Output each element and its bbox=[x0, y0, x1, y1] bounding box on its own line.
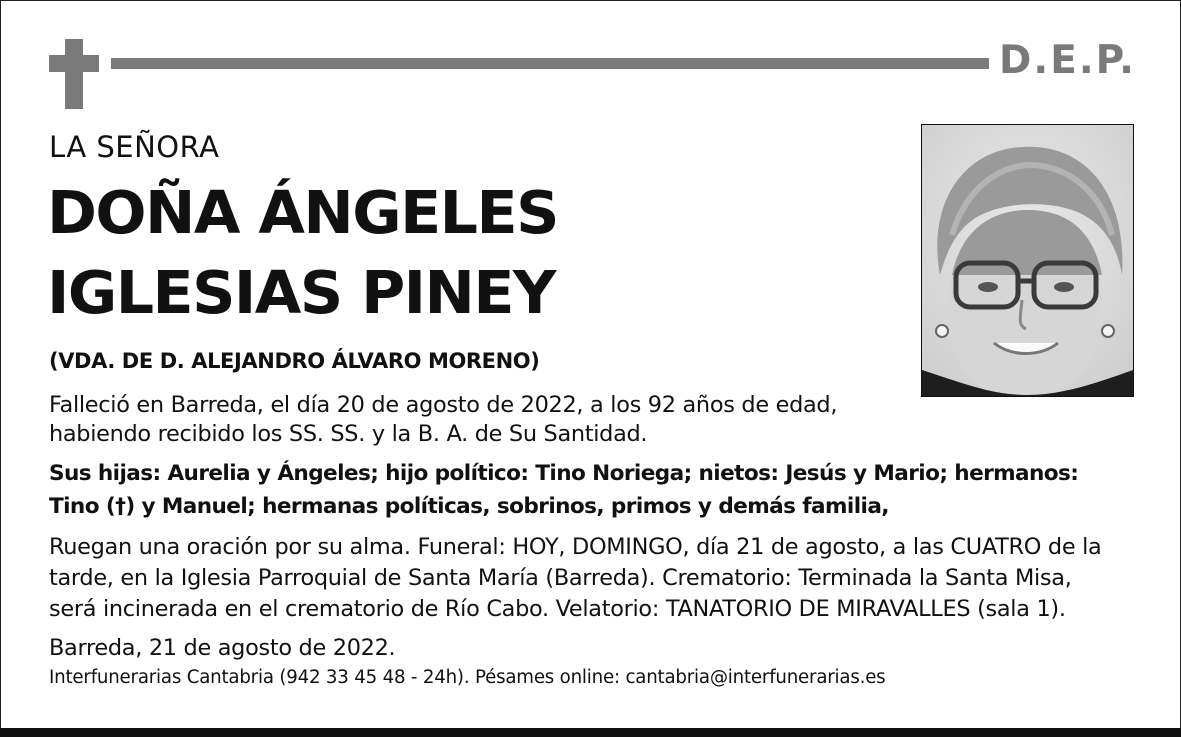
service-line: será incinerada en el crematorio de Río Cabo. Velatorio: TANATORIO DE MIRAVALLES (sala 1). bbox=[49, 596, 1066, 622]
death-line: Falleció en Barreda, el día 20 de agosto de 2022, a los 92 años de edad, bbox=[49, 392, 838, 418]
honorific: LA SEÑORA bbox=[49, 130, 220, 164]
service-line: tarde, en la Iglesia Parroquial de Santa María (Barreda). Crematorio: Terminada la Santa Misa, bbox=[49, 565, 1072, 591]
dep-heading: D.E.P. bbox=[999, 38, 1136, 83]
widow-line: (VDA. DE D. ALEJANDRO ÁLVARO MORENO) bbox=[49, 349, 540, 373]
funeral-home-contact: Interfunerarias Cantabria (942 33 45 48 - 24h). Pésames online: cantabria@interfunerarias.es bbox=[49, 667, 886, 688]
service-line: Ruegan una oración por su alma. Funeral: HOY, DOMINGO, día 21 de agosto, a las CUATRO de la bbox=[49, 534, 1102, 560]
family-line: Tino (†) y Manuel; hermanas políticas, sobrinos, primos y demás familia, bbox=[49, 494, 889, 519]
deceased-name-line1: DOÑA ÁNGELES bbox=[47, 178, 558, 247]
place-date: Barreda, 21 de agosto de 2022. bbox=[49, 635, 396, 661]
header-rule bbox=[111, 58, 989, 69]
deceased-name-line2: IGLESIAS PINEY bbox=[47, 258, 555, 327]
cross-icon bbox=[65, 39, 83, 109]
family-line: Sus hijas: Aurelia y Ángeles; hijo político: Tino Noriega; nietos: Jesús y Mario; hermanos: bbox=[49, 461, 1079, 486]
cross-icon-arm bbox=[49, 55, 99, 72]
bottom-rule bbox=[0, 728, 1181, 737]
deceased-portrait bbox=[921, 124, 1134, 397]
death-line: habiendo recibido los SS. SS. y la B. A. de Su Santidad. bbox=[49, 421, 648, 447]
